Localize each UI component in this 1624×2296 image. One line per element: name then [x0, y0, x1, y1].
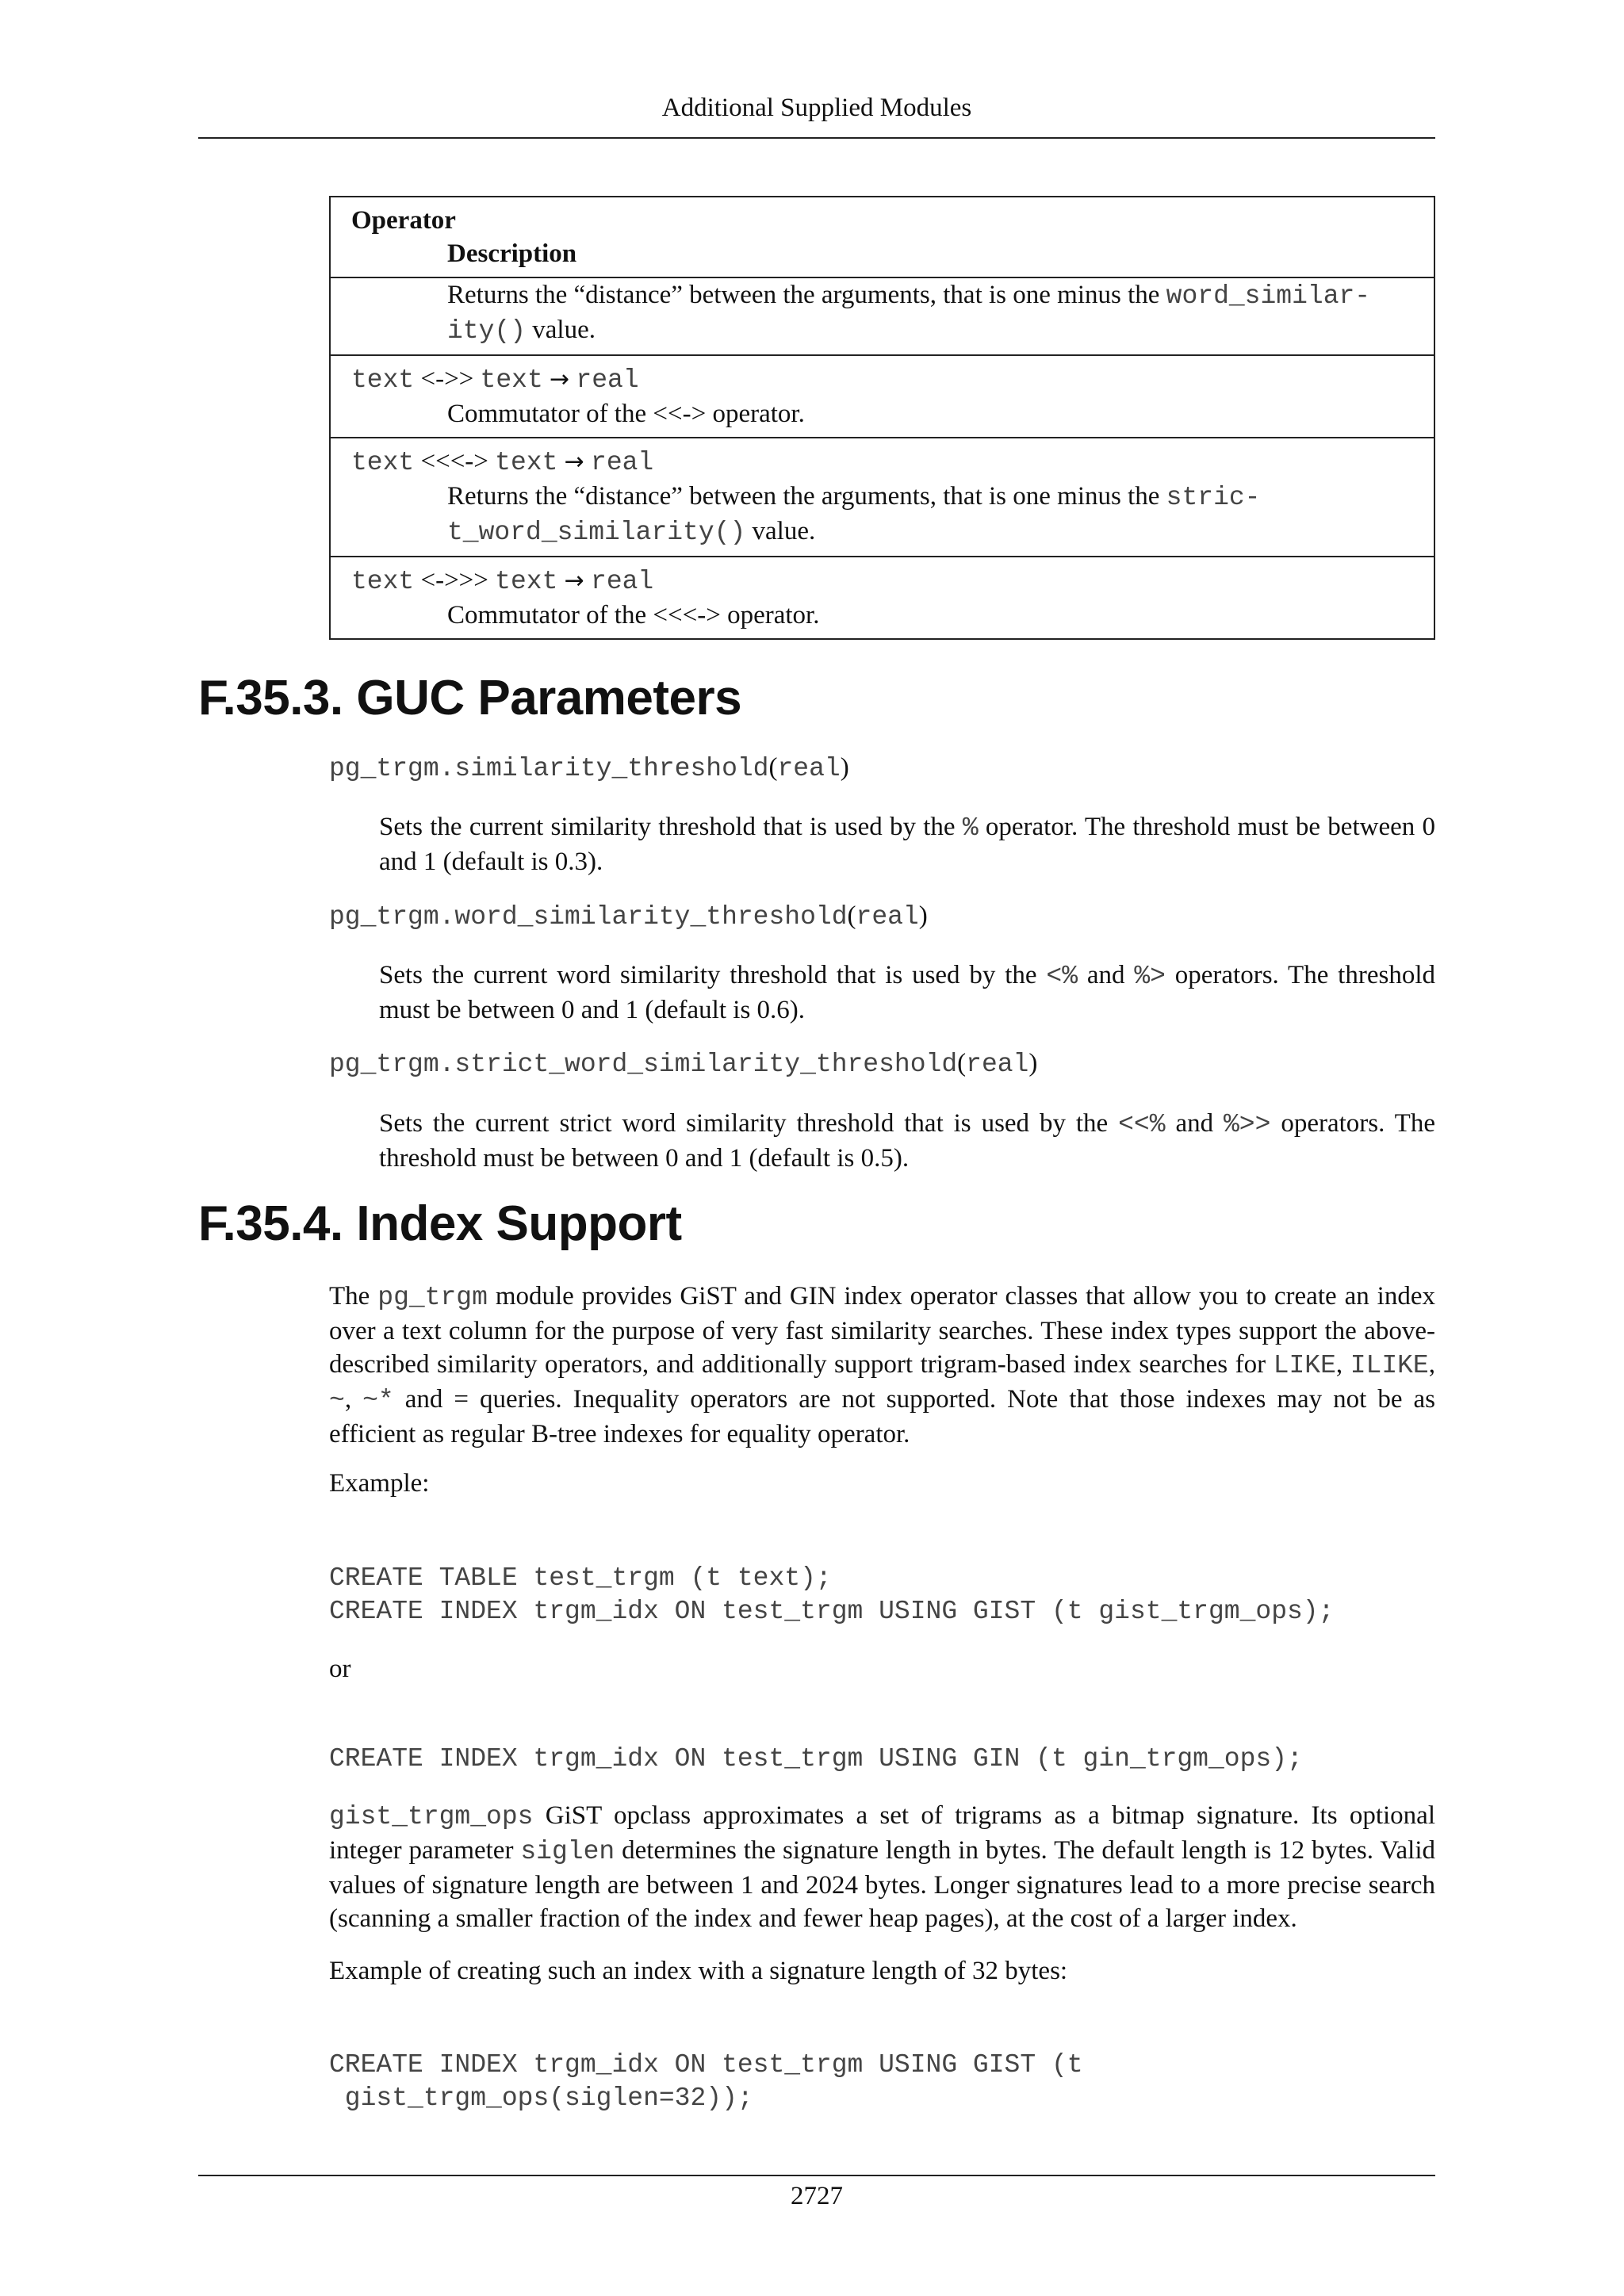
section-heading-index-support: F.35.4. Index Support: [198, 1196, 682, 1251]
param-term-strict-word-similarity-threshold: pg_trgm.strict_word_similarity_threshold(real): [329, 1049, 1038, 1079]
siglen-paragraph: gist_trgm_ops GiST opclass approximates a set of trigrams as a bitmap signature. Its optional integer parameter siglen determines the signature length in bytes. The default length is 12 bytes. Valid values of signature length are between 1 and 2024 bytes. Longer signatures lead to a more precise search (scanning a smaller fraction of the index and fewer heap pages), at the cost of a larger index.: [329, 1801, 1435, 1933]
column-header-operator: Operator: [351, 206, 456, 235]
column-header-description: Description: [447, 239, 577, 268]
operator-description: Returns the “distance” between the arguments, that is one minus the word_similar- ity() value.: [447, 281, 1371, 346]
or-label: or: [329, 1655, 351, 1683]
param-description: Sets the current strict word similarity threshold that is used by the <<% and %>> operators. The threshold must be between 0 and 1 (default is 0.5).: [379, 1109, 1435, 1173]
code-block: CREATE INDEX trgm_idx ON test_trgm USING GIN (t gin_trgm_ops);: [329, 1744, 1303, 1774]
code-block: CREATE TABLE test_trgm (t text); CREATE INDEX trgm_idx ON test_trgm USING GIST (t gist_trgm_ops);: [329, 1563, 1335, 1626]
index-support-paragraph: The pg_trgm module provides GiST and GIN index operator classes that allow you to create an index over a text column for the purpose of very fast similarity searches. These index types support the above-described similarity operators, and additionally support trigram-based index searches for LIKE, ILIKE, ~, ~* and = queries. Inequality operators are not supported. Note that those indexes may not be as efficient as regular B-tree indexes for equality operator.: [329, 1282, 1436, 1448]
param-term-word-similarity-threshold: pg_trgm.word_similarity_threshold(real): [329, 901, 928, 932]
operator-description: Commutator of the <<-> operator.: [447, 400, 805, 428]
operator-description: Commutator of the <<<-> operator.: [447, 601, 820, 629]
param-term-similarity-threshold: pg_trgm.similarity_threshold(real): [329, 753, 849, 783]
section-heading-guc-parameters: F.35.3. GUC Parameters: [198, 671, 742, 725]
operator-signature: text <<<-> text → real: [351, 447, 654, 477]
table-row: [331, 277, 1434, 354]
table-row: [331, 354, 1434, 437]
operator-table: [329, 196, 1435, 640]
page-header: Additional Supplied Modules: [661, 94, 972, 122]
operator-signature: text <->> text → real: [351, 365, 639, 395]
param-description: Sets the current similarity threshold that is used by the % operator. The threshold must be between 0 and 1 (default is 0.3).: [379, 813, 1435, 876]
footer-rule: [198, 2175, 1435, 2176]
page-number: 2727: [791, 2182, 843, 2210]
example-label: Example:: [329, 1469, 430, 1498]
header-rule: [198, 137, 1435, 139]
table-row: [331, 556, 1434, 638]
table-header-row: [331, 197, 1434, 277]
operator-signature: text <->>> text → real: [351, 566, 654, 596]
code-block: CREATE INDEX trgm_idx ON test_trgm USING GIST (t gist_trgm_ops(siglen=32));: [329, 2050, 1083, 2113]
table-row: [331, 437, 1434, 556]
param-description: Sets the current word similarity threshold that is used by the <% and %> operators. The threshold must be between 0 and 1 (default is 0.6).: [379, 961, 1435, 1024]
operator-description: Returns the “distance” between the arguments, that is one minus the stric- t_word_similarity() value.: [447, 482, 1261, 547]
example-siglen-label: Example of creating such an index with a signature length of 32 bytes:: [329, 1957, 1068, 1985]
